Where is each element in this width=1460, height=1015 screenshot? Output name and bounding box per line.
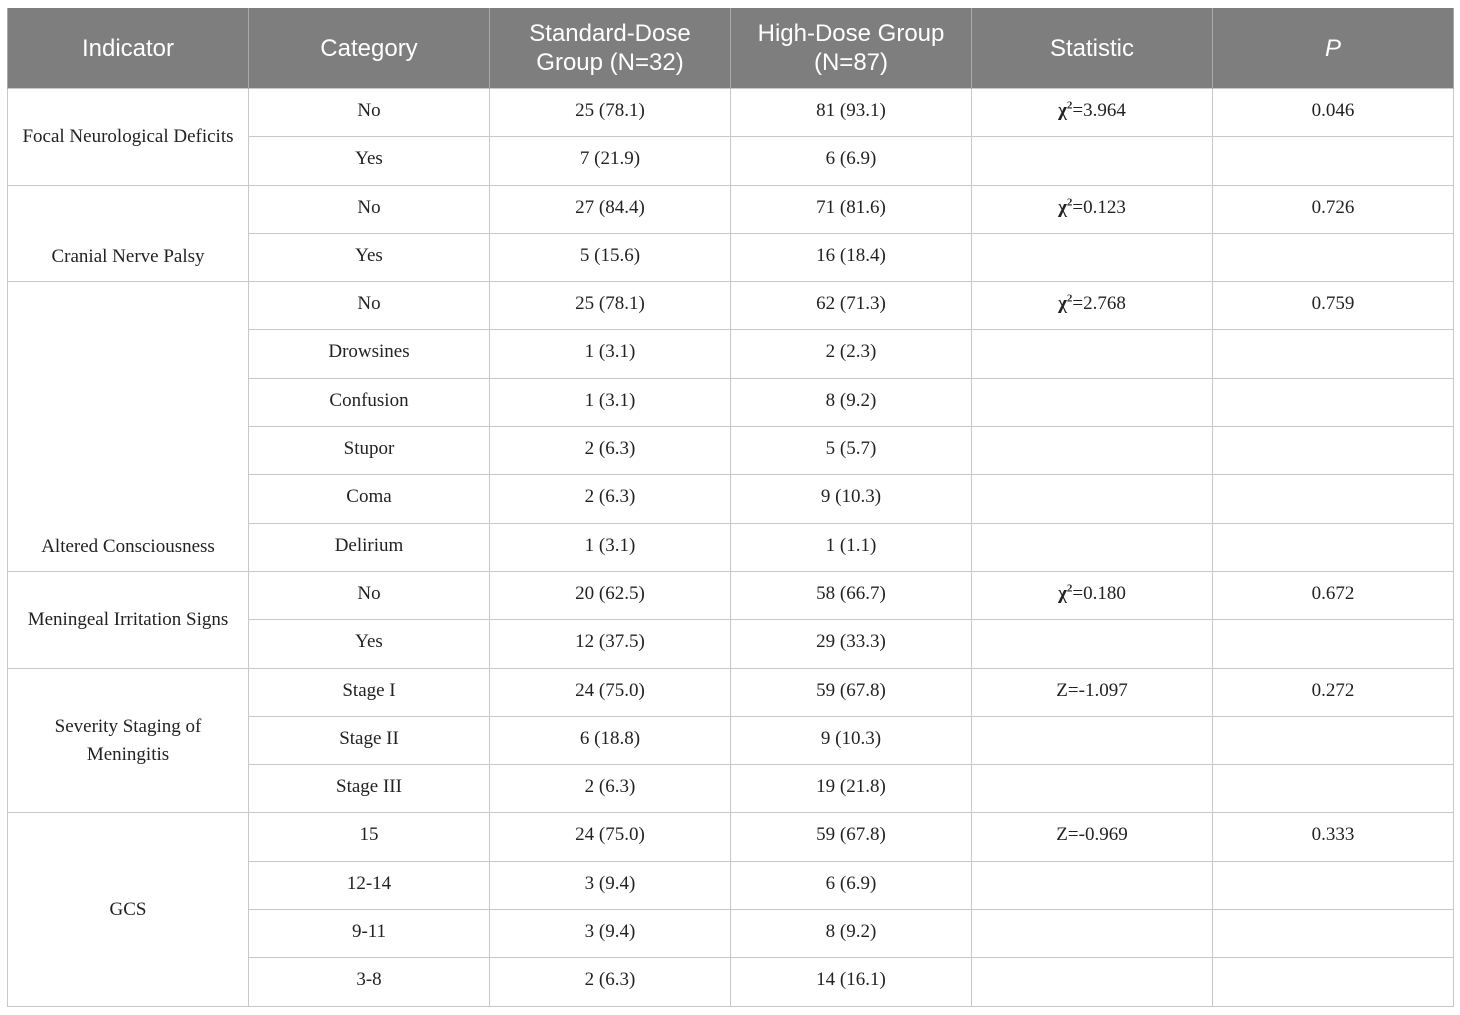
statistic-superscript: 2 — [1066, 292, 1073, 305]
category-cell: Delirium — [249, 523, 490, 571]
standard-dose-cell: 6 (18.8) — [490, 716, 731, 764]
standard-dose-cell: 24 (75.0) — [490, 668, 731, 716]
p-value-cell — [1213, 330, 1454, 378]
table-row — [8, 571, 1454, 619]
statistic-cell — [972, 765, 1213, 813]
indicator-cell: Focal Neurological Deficits — [8, 89, 249, 186]
p-value-cell — [1213, 716, 1454, 764]
statistic-cell — [972, 137, 1213, 185]
p-value-cell: 0.272 — [1213, 668, 1454, 716]
p-value-cell — [1213, 765, 1454, 813]
header-category: Category — [249, 8, 490, 89]
standard-dose-cell: 2 (6.3) — [490, 427, 731, 475]
p-value-cell — [1213, 620, 1454, 668]
p-value-cell: 0.726 — [1213, 185, 1454, 233]
category-cell: 3-8 — [249, 958, 490, 1006]
statistic-symbol: $\chi^2$ — [1058, 99, 1073, 121]
category-cell: Stupor — [249, 427, 490, 475]
p-value-cell: 0.672 — [1213, 571, 1454, 619]
standard-dose-cell: 7 (21.9) — [490, 137, 731, 185]
category-cell: Confusion — [249, 378, 490, 426]
standard-dose-cell: 3 (9.4) — [490, 910, 731, 958]
high-dose-cell: 16 (18.4) — [731, 233, 972, 281]
p-value-cell — [1213, 958, 1454, 1006]
table-row — [8, 668, 1454, 716]
high-dose-cell: 6 (6.9) — [731, 137, 972, 185]
category-cell: Stage II — [249, 716, 490, 764]
standard-dose-cell: 2 (6.3) — [490, 765, 731, 813]
category-cell: Drowsines — [249, 330, 490, 378]
high-dose-cell: 58 (66.7) — [731, 571, 972, 619]
high-dose-cell: 29 (33.3) — [731, 620, 972, 668]
statistic-cell — [972, 861, 1213, 909]
statistic-superscript: 2 — [1066, 582, 1073, 595]
statistic-cell — [972, 958, 1213, 1006]
category-cell: Yes — [249, 137, 490, 185]
p-value-cell — [1213, 378, 1454, 426]
category-cell: Coma — [249, 475, 490, 523]
standard-dose-cell: 25 (78.1) — [490, 282, 731, 330]
category-cell: No — [249, 571, 490, 619]
category-cell: No — [249, 282, 490, 330]
standard-dose-cell: 1 (3.1) — [490, 523, 731, 571]
p-value-cell — [1213, 861, 1454, 909]
header-p-value: P — [1213, 8, 1454, 89]
statistic-cell — [972, 330, 1213, 378]
high-dose-cell: 8 (9.2) — [731, 378, 972, 426]
high-dose-cell: 9 (10.3) — [731, 475, 972, 523]
standard-dose-cell: 2 (6.3) — [490, 475, 731, 523]
category-cell: 12-14 — [249, 861, 490, 909]
category-cell: 9-11 — [249, 910, 490, 958]
statistic-symbol: $\chi^2$ — [1058, 292, 1073, 315]
category-cell: No — [249, 185, 490, 233]
statistic-cell — [972, 233, 1213, 281]
high-dose-cell: 59 (67.8) — [731, 668, 972, 716]
high-dose-cell: 19 (21.8) — [731, 765, 972, 813]
standard-dose-cell: 24 (75.0) — [490, 813, 731, 861]
statistic-symbol: $\chi^2$ — [1058, 196, 1073, 218]
statistic-cell — [972, 813, 1213, 861]
header-standard-dose: Standard-Dose Group (N=32) — [490, 8, 731, 89]
high-dose-cell: 2 (2.3) — [731, 330, 972, 378]
statistic-value: =2.768 — [1072, 293, 1126, 315]
high-dose-cell: 8 (9.2) — [731, 910, 972, 958]
category-cell: 15 — [249, 813, 490, 861]
statistic-cell — [972, 620, 1213, 668]
header-statistic: Statistic — [972, 8, 1213, 89]
indicator-cell: Cranial Nerve Palsy — [8, 185, 249, 282]
high-dose-cell: 71 (81.6) — [731, 185, 972, 233]
high-dose-cell: 6 (6.9) — [731, 861, 972, 909]
p-value-cell: 0.759 — [1213, 282, 1454, 330]
statistic-cell — [972, 716, 1213, 764]
statistic-value: =0.123 — [1072, 196, 1126, 218]
table-row — [8, 89, 1454, 137]
header-high-dose: High-Dose Group (N=87) — [731, 8, 972, 89]
p-value-cell — [1213, 910, 1454, 958]
p-value-cell: 0.046 — [1213, 89, 1454, 137]
statistic-cell — [972, 427, 1213, 475]
statistic-value: Z=-1.097 — [1056, 679, 1128, 701]
standard-dose-cell: 3 (9.4) — [490, 861, 731, 909]
statistic-cell — [972, 89, 1213, 137]
category-cell: No — [249, 89, 490, 137]
standard-dose-cell: 20 (62.5) — [490, 571, 731, 619]
indicator-cell: Severity Staging of Meningitis — [8, 668, 249, 813]
category-cell: Stage I — [249, 668, 490, 716]
statistic-cell — [972, 185, 1213, 233]
standard-dose-cell: 27 (84.4) — [490, 185, 731, 233]
standard-dose-cell: 1 (3.1) — [490, 330, 731, 378]
category-cell: Yes — [249, 233, 490, 281]
category-cell: Stage III — [249, 765, 490, 813]
high-dose-cell: 9 (10.3) — [731, 716, 972, 764]
statistic-value: =0.180 — [1072, 582, 1126, 604]
standard-dose-cell: 2 (6.3) — [490, 958, 731, 1006]
indicator-cell: Altered Consciousness — [8, 282, 249, 572]
indicator-cell: Meningeal Irritation Signs — [8, 571, 249, 668]
statistic-cell — [972, 475, 1213, 523]
standard-dose-cell: 25 (78.1) — [490, 89, 731, 137]
high-dose-cell: 59 (67.8) — [731, 813, 972, 861]
statistic-cell — [972, 282, 1213, 330]
statistic-cell — [972, 378, 1213, 426]
table-row — [8, 185, 1454, 233]
table-header — [8, 8, 1454, 89]
statistic-superscript: 2 — [1066, 196, 1073, 209]
standard-dose-cell: 1 (3.1) — [490, 378, 731, 426]
table-row — [8, 282, 1454, 330]
statistic-symbol: $\chi^2$ — [1058, 582, 1073, 604]
statistic-superscript: 2 — [1066, 99, 1073, 112]
high-dose-cell: 14 (16.1) — [731, 958, 972, 1006]
results-table — [7, 8, 1454, 1007]
header-row — [8, 8, 1454, 89]
high-dose-cell: 62 (71.3) — [731, 282, 972, 330]
p-value-cell: 0.333 — [1213, 813, 1454, 861]
p-value-cell — [1213, 233, 1454, 281]
statistic-value: =3.964 — [1072, 100, 1126, 121]
p-value-cell — [1213, 137, 1454, 185]
header-indicator: Indicator — [8, 8, 249, 89]
statistic-cell — [972, 523, 1213, 571]
standard-dose-cell: 12 (37.5) — [490, 620, 731, 668]
category-cell: Yes — [249, 620, 490, 668]
high-dose-cell: 1 (1.1) — [731, 523, 972, 571]
table-row — [8, 813, 1454, 861]
indicator-cell: GCS — [8, 813, 249, 1006]
high-dose-cell: 5 (5.7) — [731, 427, 972, 475]
statistic-value: Z=-0.969 — [1056, 824, 1128, 846]
p-value-cell — [1213, 523, 1454, 571]
statistic-cell — [972, 571, 1213, 619]
statistic-cell — [972, 910, 1213, 958]
table-body — [8, 89, 1454, 1007]
p-value-cell — [1213, 475, 1454, 523]
high-dose-cell: 81 (93.1) — [731, 89, 972, 137]
statistic-cell — [972, 668, 1213, 716]
p-value-cell — [1213, 427, 1454, 475]
standard-dose-cell: 5 (15.6) — [490, 233, 731, 281]
